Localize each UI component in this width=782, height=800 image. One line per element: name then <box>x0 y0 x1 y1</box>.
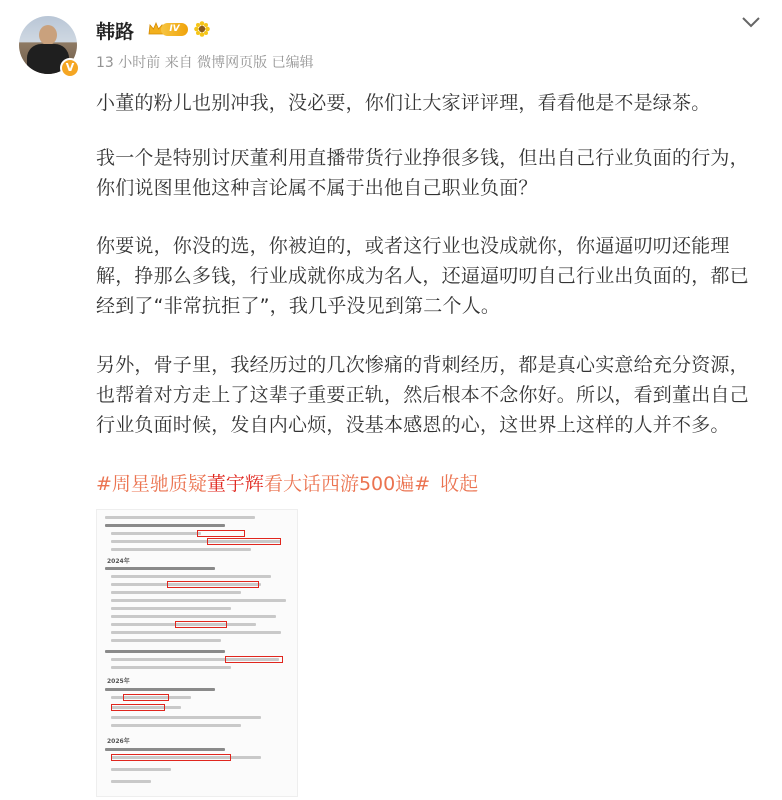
post-paragraph-1: 小董的粉儿也别冲我，没必要，你们让大家评评理，看看他是不是绿茶。 <box>96 92 711 114</box>
doc-year-label: 2025年 <box>107 678 130 685</box>
topic-link[interactable] <box>96 473 430 495</box>
topic-suffix: 看大话西游500遍# <box>263 473 431 495</box>
post-paragraph-3: 你要说，你没的选，你被迫的，或者这行业也没成就你，你逼逼叨叨还能理解，挣那么多钱，行业成就你成为名人，还逼逼叨叨自己行业出负面的，都已经到了“非常抗拒了”，我几乎没见到第二个人。 <box>96 235 749 317</box>
post-paragraph-4: 另外，骨子里，我经历过的几次惨痛的背刺经历，都是真心实意给充分资源，也帮着对方走上了这辈子重要正轨，然后根本不念你好。所以，看到董出自己行业负面时候，发自内心烦，没基本感恩的心，这世界上这样的人并不多。 <box>96 354 749 436</box>
topic-line <box>96 469 478 496</box>
topic-prefix: #周星驰质疑 <box>96 473 207 495</box>
post-image-thumbnail[interactable] <box>96 509 298 797</box>
sunflower-icon[interactable] <box>194 21 210 37</box>
doc-year-label: 2024年 <box>107 558 130 565</box>
doc-year-label: 2026年 <box>107 738 130 745</box>
chevron-down-icon[interactable] <box>740 14 762 30</box>
post-paragraph-2: 我一个是特别讨厌董利用直播带货行业挣很多钱，但出自己行业负面的行为，你们说图里他这种言论属不属于出他自己职业负面？ <box>96 147 749 199</box>
collapse-link[interactable]: 收起 <box>440 473 479 495</box>
verified-badge-icon: V <box>60 58 80 78</box>
author-name[interactable]: 韩路 <box>96 21 135 43</box>
level-badge: IV <box>161 23 188 36</box>
crown-level-icon[interactable] <box>148 20 188 38</box>
post-meta: 13 小时前 来自 微博网页版 已编辑 <box>96 55 314 71</box>
topic-highlight: 董宇辉 <box>206 473 264 495</box>
